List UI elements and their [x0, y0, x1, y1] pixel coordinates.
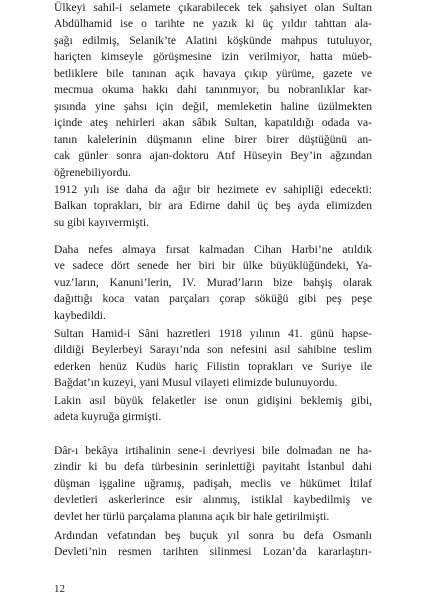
text-line: dildiği Beylerbeyi Sarayı’nda son nefesini asıl sahibine teslim: [54, 343, 372, 357]
text-line: Daha nefes almaya fırsat kalmadan Cihan Harbi’ne atıldık: [54, 243, 372, 256]
text-line: tanın kalelerinin düşmanın eline birer birer düştüğünü an-: [54, 132, 372, 146]
text-line: zindir ki bu defa türbesinin serinlettiği payitaht İstanbul dahi: [54, 460, 372, 474]
text-line: adeta kuyruğa girmişti.: [54, 410, 162, 424]
text-line: devletleri askerlerince esir alınmış, istiklal kaybedilmiş ve: [54, 493, 372, 507]
text-line: Ülkeyi sahil-i selamete çıkarabilecek tek şahsiyet olan Sultan: [54, 1, 372, 14]
text-line: vuz’ların, Kanuni’lerin, IV. Murad’ların bize bahşiş olarak: [54, 275, 372, 289]
paragraph: [54, 242, 372, 324]
text-line: içinde ateş nehirleri akan sâbık Sultan, kapatıldığı odada va-: [54, 116, 372, 130]
text-line: cak günler sonra ajan-doktoru Atıf Hüseyin Bey’in ağzından: [54, 149, 372, 163]
paragraph: [54, 443, 372, 525]
text-line: betliklere bile tanınan açık havaya çıkıp yürüme, gazete ve: [54, 66, 372, 80]
text-line: Ardından vefatından beş buçuk yıl sonra bu defa Osmanlı: [54, 529, 372, 542]
text-line: Dâr-ı bekâya irtihalinin sene-i devriyesi bile dolmadan ne ha-: [54, 444, 372, 457]
text-line: dağıttığı koca vatan parçaları çorap söküğü gibi peş peşe: [54, 292, 372, 306]
text-line: kaybedildi.: [54, 308, 106, 322]
text-line: Balkan toprakları, bir ara Edirne dahil üç beş ayda elimizden: [54, 199, 372, 213]
text-line: hariçten kimseyle görüşmesine izin verilmiyor, hatta müeb-: [54, 50, 372, 64]
text-line: şısında yine şahsı için değil, memleketin haline üzülmekten: [54, 99, 372, 113]
text-line: Abdülhamid ise o tarihte ne yazık ki üç yıldır tahttan ala-: [54, 17, 372, 31]
text-line: mecmua okuma hakkı dahi tanınmıyor, bu nobranlıklar kar-: [54, 83, 372, 97]
paragraph: [54, 182, 372, 231]
text-line: Devleti’nin resmen tarihten silinmesi Lozan’da kararlaştırı-: [54, 545, 372, 559]
paragraph: [54, 326, 372, 392]
text-line: Sultan Hamid-i Sâni hazretleri 1918 yılının 41. günü hapse-: [54, 327, 372, 340]
paragraph: [54, 393, 372, 426]
text-line: 1912 yılı ise daha da ağır bir hezimete ev sahipliği edecekti:: [54, 183, 372, 196]
text-line: devlet her türlü parçalama planına açık bir hale getirilmişti.: [54, 509, 330, 523]
text-line: öğrenebiliyordu.: [54, 165, 131, 179]
text-line: su gibi kayıvermişti.: [54, 215, 149, 229]
paragraph: [54, 0, 372, 181]
text-line: düşman işgaline uğramış, padişah, meclis ve hükümet İtilaf: [54, 476, 372, 490]
text-line: ederken henüz Kudüs hariç Filistin toprakları ve Suriye ile: [54, 359, 372, 373]
text-line: Bağdat’ın kuzeyi, yani Musul vilayeti elimizde bulunuyordu.: [54, 376, 338, 390]
text-line: Lakin asıl büyük felaketler ise onun gidişini beklemiş gibi,: [54, 394, 372, 407]
text-line: ve sadece dört senede her biri bir ülke büyüklüğündeki, Ya-: [54, 259, 372, 273]
page-number: 12: [54, 583, 65, 595]
paragraph: [54, 528, 372, 561]
text-line: şağı edilmiş, Selanik’te Alatini köşkünde mahpus tutuluyor,: [54, 33, 372, 47]
